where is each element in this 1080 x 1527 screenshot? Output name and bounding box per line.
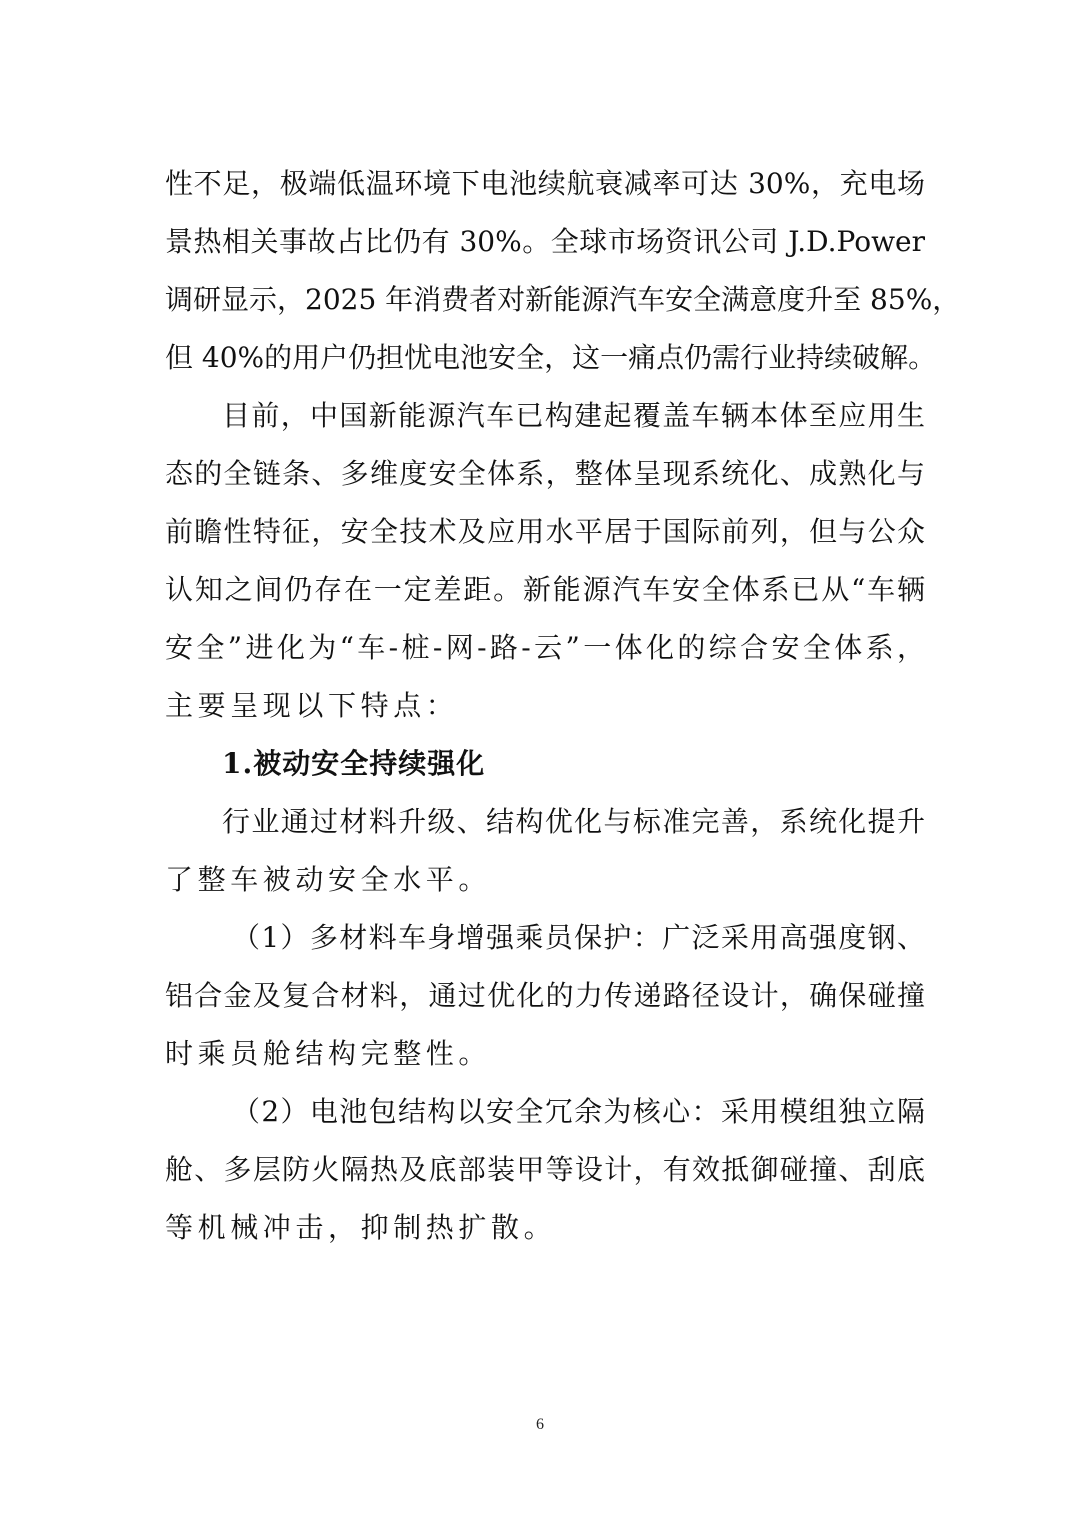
text-line: 目前，中国新能源汽车已构建起覆盖车辆本体至应用生 [222, 399, 925, 432]
text-line: 了整车被动安全水平。 [165, 863, 492, 896]
text-line: （1）多材料车身增强乘员保护：广泛采用高强度钢、 [232, 921, 925, 954]
section-heading: 1.被动安全持续强化 [222, 747, 486, 780]
text-line: 但 40%的用户仍担忧电池安全，这一痛点仍需行业持续破解。 [165, 341, 937, 374]
text-line: 前瞻性特征，安全技术及应用水平居于国际前列，但与公众 [165, 515, 925, 548]
text-line: 认知之间仍存在一定差距。新能源汽车安全体系已从“车辆 [165, 573, 925, 606]
text-line: （2）电池包结构以安全冗余为核心：采用模组独立隔 [232, 1095, 925, 1128]
text-line: 调研显示，2025 年消费者对新能源汽车安全满意度升至 85%， [165, 283, 961, 316]
text-line: 时乘员舱结构完整性。 [165, 1037, 492, 1070]
text-line: 舱、多层防火隔热及底部装甲等设计，有效抵御碰撞、刮底 [165, 1153, 925, 1186]
text-line: 性不足，极端低温环境下电池续航衰减率可达 30%，充电场 [165, 167, 925, 200]
page-number: 6 [536, 1416, 544, 1433]
text-line: 等机械冲击，抑制热扩散。 [165, 1211, 557, 1244]
text-line: 主要呈现以下特点： [165, 689, 459, 722]
text-line: 行业通过材料升级、结构优化与标准完善，系统化提升 [222, 805, 925, 838]
text-line: 景热相关事故占比仍有 30%。全球市场资讯公司 J.D.Power [165, 225, 925, 258]
text-line: 安全”进化为“车-桩-网-路-云”一体化的综合安全体系， [165, 631, 925, 664]
text-line: 态的全链条、多维度安全体系，整体呈现系统化、成熟化与 [165, 457, 925, 490]
text-line: 铝合金及复合材料，通过优化的力传递路径设计，确保碰撞 [165, 979, 925, 1012]
